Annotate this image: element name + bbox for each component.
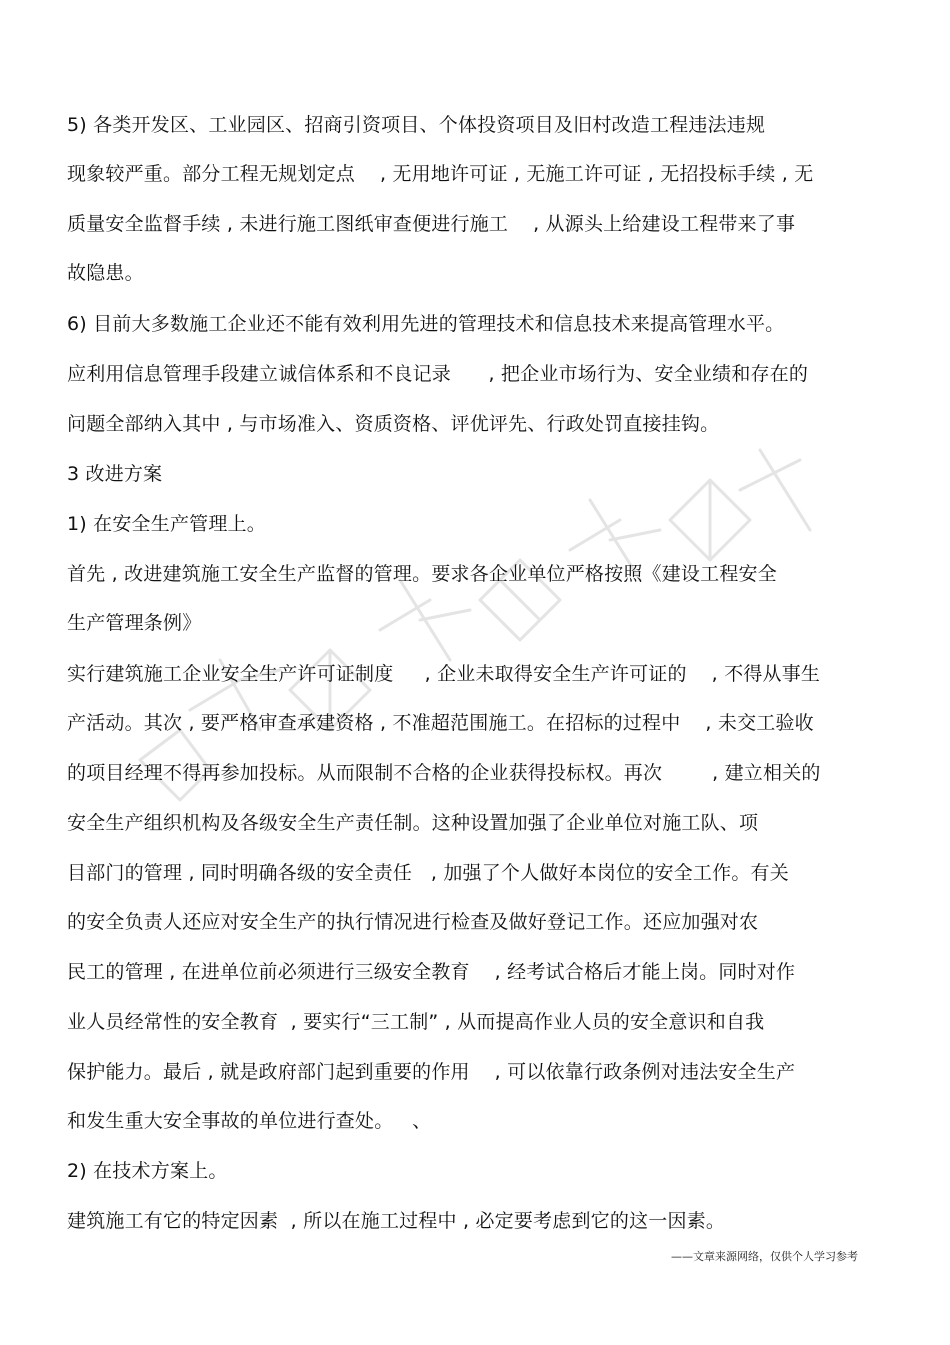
watermark-icon bbox=[120, 430, 840, 850]
text-line-18: 民工的管理 , 在进单位前必须进行三级安全教育 , 经考试合格后才能上岗。同时对作 bbox=[67, 961, 796, 983]
text-line-6: 应利用信息管理手段建立诚信体系和不良记录 , 把企业市场行为、安全业绩和存在的 bbox=[67, 363, 809, 385]
source-note: ——文章来源网络，仅供个人学习参考 bbox=[671, 1250, 858, 1263]
text-line-12: 实行建筑施工企业安全生产许可证制度 , 企业未取得安全生产许可证的 , 不得从事生 bbox=[67, 663, 821, 685]
text-line-7: 问题全部纳入其中 , 与市场准入、资质资格、评优评先、行政处罚直接挂钩。 bbox=[67, 413, 720, 435]
text-line-20: 保护能力。最后 , 就是政府部门起到重要的作用 , 可以依靠行政条例对违法安全生产 bbox=[67, 1061, 796, 1083]
text-line-23: 建筑施工有它的特定因素 , 所以在施工过程中 , 必定要考虑到它的这一因素。 bbox=[67, 1210, 726, 1232]
text-line-17: 的安全负责人还应对安全生产的执行情况进行检查及做好登记工作。还应加强对农 bbox=[67, 911, 759, 933]
text-line-14: 的项目经理不得再参加投标。从而限制不合格的企业获得投标权。再次 , 建立相关的 bbox=[67, 762, 821, 784]
text-line-1: 5) 各类开发区、工业园区、招商引资项目、个体投资项目及旧村改造工程违法违规 bbox=[67, 114, 766, 136]
subsection-heading-1: 1) 在安全生产管理上。 bbox=[67, 513, 266, 535]
text-line-5: 6) 目前大多数施工企业还不能有效利用先进的管理技术和信息技术来提高管理水平。 bbox=[67, 313, 785, 335]
text-line-10: 首先 , 改进建筑施工安全生产监督的管理。要求各企业单位严格按照《建设工程安全 bbox=[67, 563, 777, 585]
text-line-16: 目部门的管理 , 同时明确各级的安全责任 , 加强了个人做好本岗位的安全工作。有关 bbox=[67, 862, 789, 884]
text-line-21: 和发生重大安全事故的单位进行查处。 、 bbox=[67, 1110, 432, 1132]
section-heading: 3 改进方案 bbox=[67, 463, 163, 485]
text-line-4: 故隐患。 bbox=[67, 262, 144, 284]
text-line-3: 质量安全监督手续 , 未进行施工图纸审查便进行施工 , 从源头上给建设工程带来了事 bbox=[67, 213, 796, 235]
text-line-15: 安全生产组织机构及各级安全生产责任制。这种设置加强了企业单位对施工队、项 bbox=[67, 812, 759, 834]
text-line-2: 现象较严重。部分工程无规划定点 , 无用地许可证 , 无施工许可证 , 无招投标手续 , 无 bbox=[67, 163, 814, 185]
subsection-heading-2: 2) 在技术方案上。 bbox=[67, 1160, 228, 1182]
text-line-11: 生产管理条例》 bbox=[67, 612, 202, 634]
text-line-19: 业人员经常性的安全教育 , 要实行“三工制” , 从而提高作业人员的安全意识和自我 bbox=[67, 1011, 765, 1033]
text-line-13: 产活动。其次 , 要严格审查承建资格 , 不准超范围施工。在招标的过程中 , 未交工验收 bbox=[67, 712, 814, 734]
